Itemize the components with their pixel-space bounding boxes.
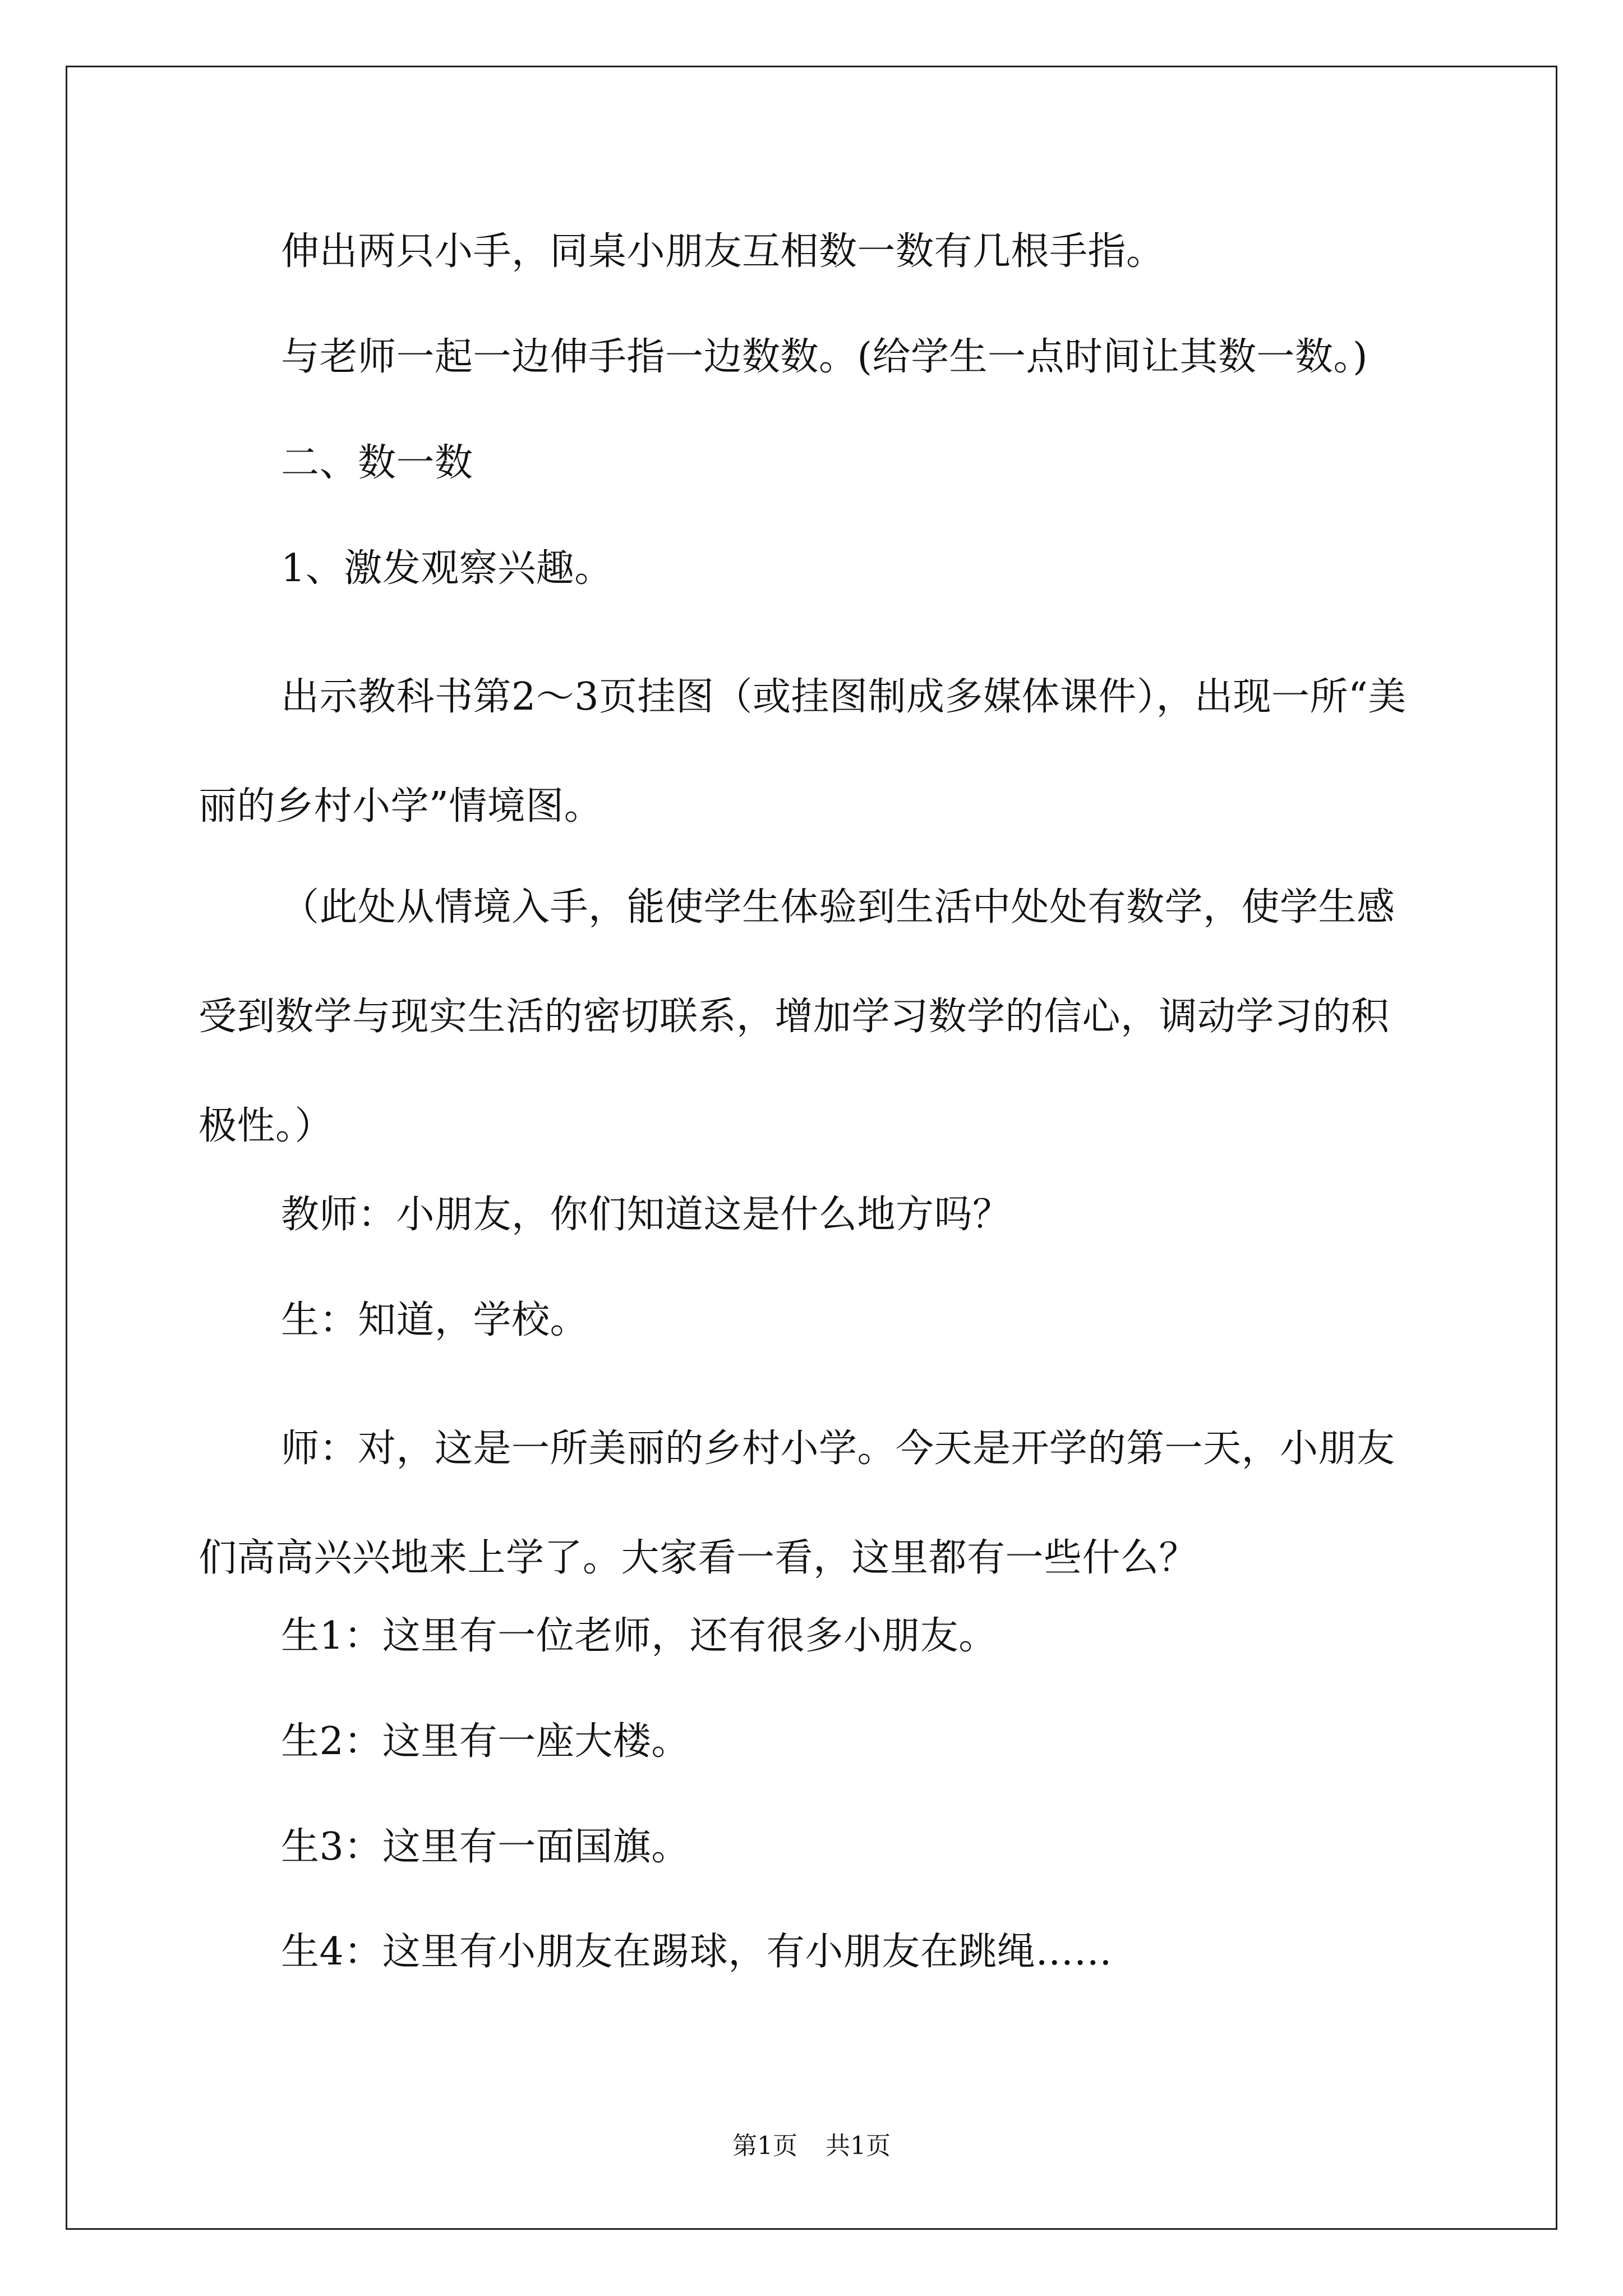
page-number-total: 共1页: [826, 2132, 891, 2160]
page-number-current: 第1页: [732, 2132, 797, 2160]
paragraph-3: 1、激发观察兴趣。: [281, 546, 613, 591]
paragraph-1: 伸出两只小手，同桌小朋友互相数一数有几根手指。: [281, 229, 1165, 274]
paragraph-12: 生4：这里有小朋友在踢球，有小朋友在跳绳……: [281, 1930, 1113, 1974]
paragraph-7: 生：知道，学校。: [281, 1298, 589, 1342]
paragraph-5: （此处从情境入手，能使学生体验到生活中处处有数学，使学生感受到数学与现实生活的密切联系，增加学习数学的信心，调动学习的积极性。）: [199, 885, 1395, 1148]
page-footer: [0, 2133, 1623, 2160]
paragraph-6: 教师：小朋友，你们知道这是什么地方吗？: [281, 1193, 1011, 1237]
paragraph-10: 生2：这里有一座大楼。: [281, 1719, 690, 1764]
paragraph-11: 生3：这里有一面国旗。: [281, 1825, 690, 1869]
paragraph-9: 生1：这里有一位老师，还有很多小朋友。: [281, 1614, 997, 1658]
section-heading: 二、数一数: [281, 441, 473, 485]
paragraph-8: 师：对，这是一所美丽的乡村小学。今天是开学的第一天，小朋友们高高兴兴地来上学了。大家看一看，这里都有一些什么？: [199, 1427, 1395, 1580]
paragraph-4: 出示教科书第2～3页挂图（或挂图制成多媒体课件），出现一所“美丽的乡村小学”情境图。: [199, 675, 1407, 829]
paragraph-2: 与老师一起一边伸手指一边数数。(给学生一点时间让其数一数。): [281, 335, 1368, 379]
